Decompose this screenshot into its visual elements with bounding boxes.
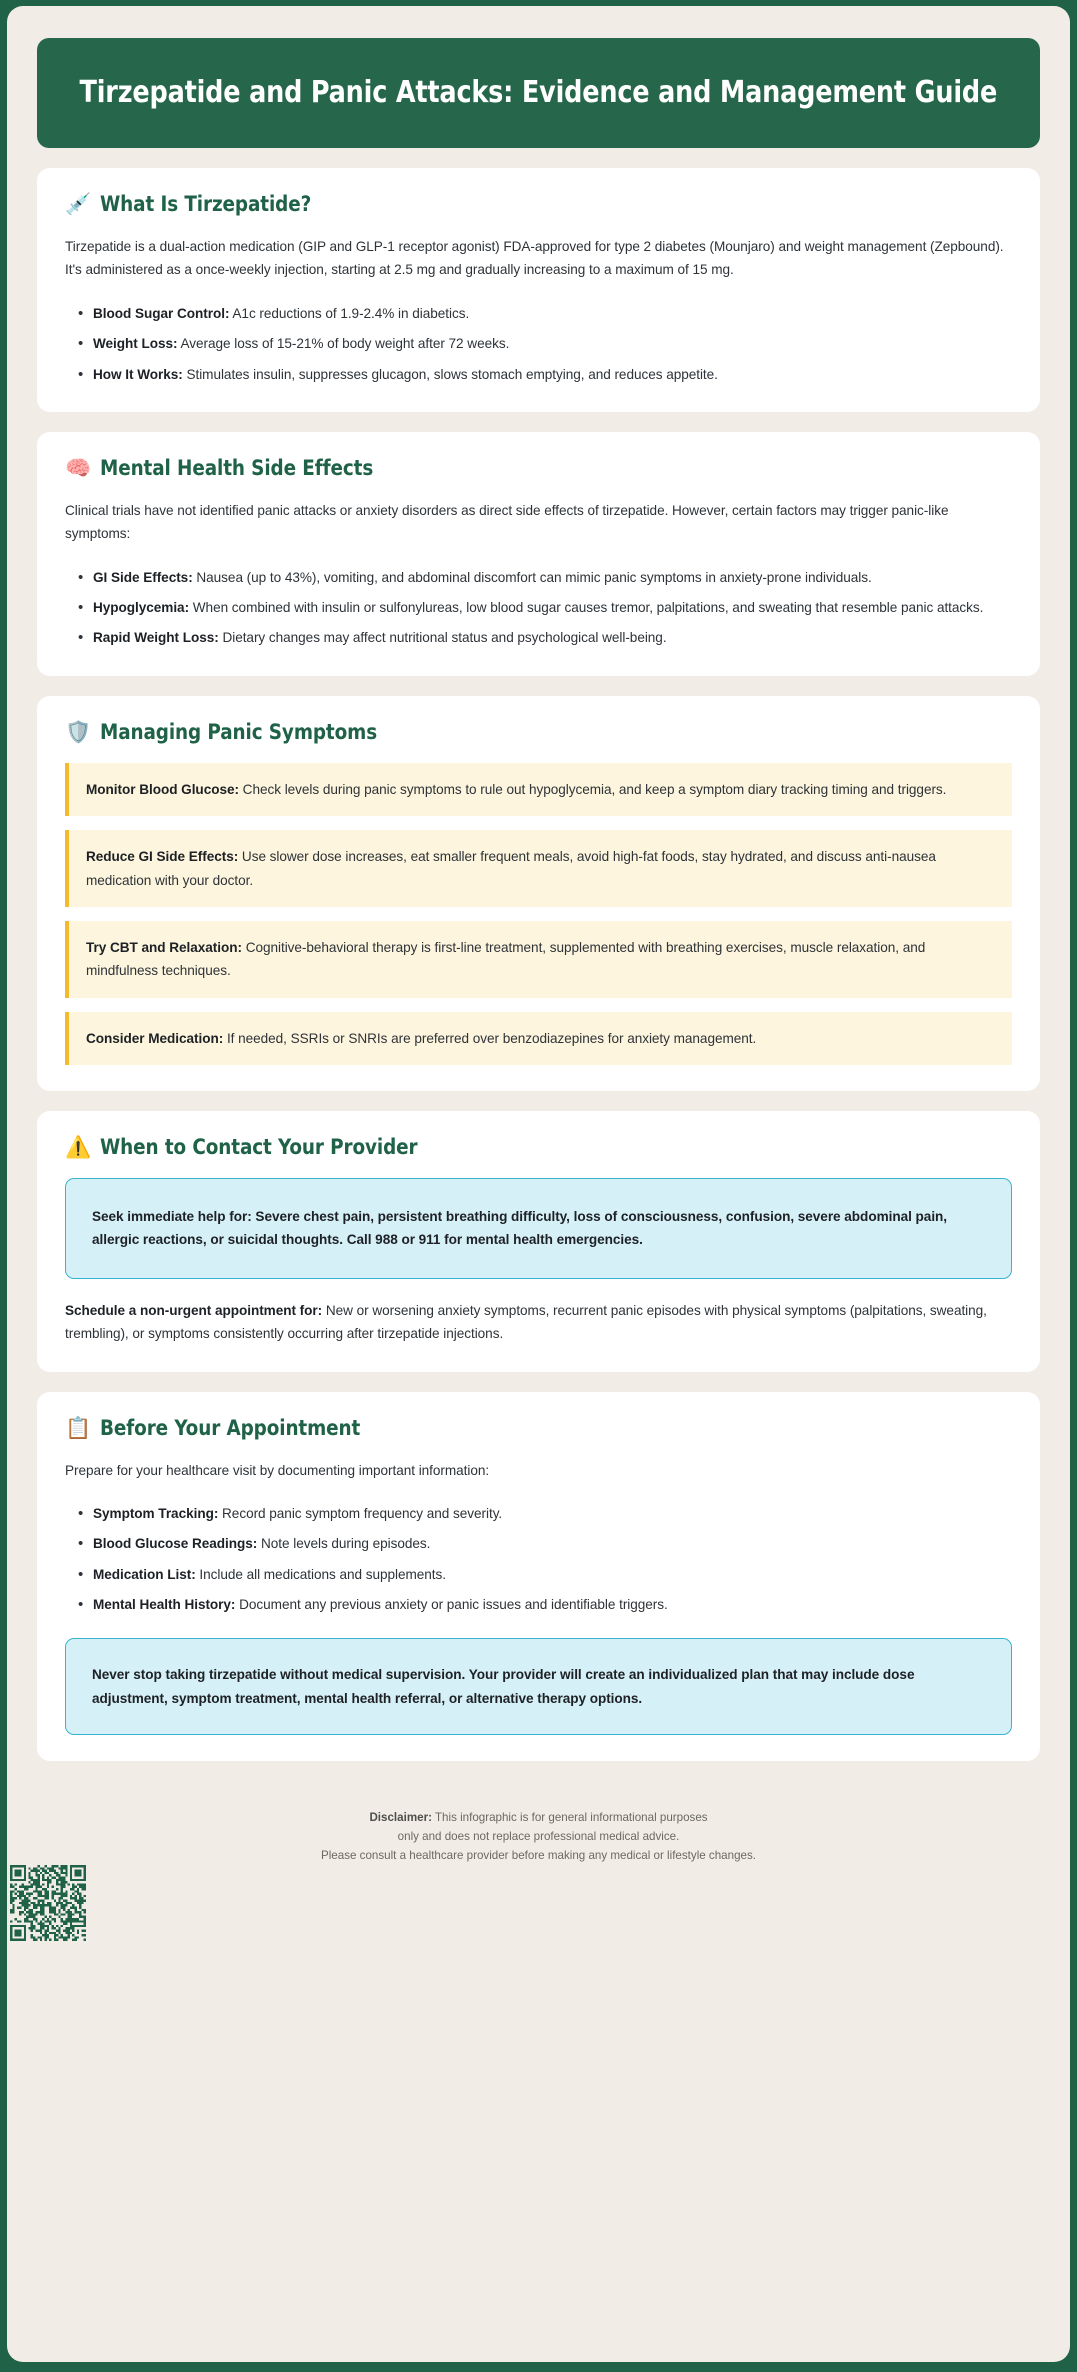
clipboard-icon: 📋 — [65, 1416, 92, 1440]
tip-box — [65, 763, 1012, 816]
list-item — [93, 1502, 1012, 1525]
list-item-text: Dietary changes may affect nutritional status and psychological well-being. — [218, 630, 667, 646]
bullet-list — [65, 1502, 1012, 1617]
tip-box — [65, 921, 1012, 998]
section-mental-health-side-effects — [37, 432, 1040, 676]
tip-box — [65, 830, 1012, 907]
footer — [7, 1787, 1070, 1949]
followup-text: New or worsening anxiety symptoms, recurrent panic episodes with physical symptoms (palpitations, sweating, trembling), or symptoms consistently occurring after tirzepatide injections. — [65, 1302, 987, 1342]
list-item-label: Mental Health History: — [93, 1597, 236, 1612]
section-when-to-contact-provider — [37, 1111, 1040, 1372]
tip-label: Consider Medication: — [86, 1030, 224, 1046]
warning-icon: ⚠️ — [65, 1136, 92, 1159]
list-item-text: Document any previous anxiety or panic issues and identifiable triggers. — [235, 1597, 668, 1612]
list-item-text: Include all medications and supplements. — [195, 1566, 447, 1582]
list-item-text: Note levels during episodes. — [257, 1536, 431, 1552]
section-title: What Is Tirzepatide? — [100, 192, 312, 217]
section-header — [65, 192, 1012, 217]
tip-text: If needed, SSRIs or SNRIs are preferred over benzodiazepines for anxiety management. — [223, 1030, 757, 1046]
list-item-text: When combined with insulin or sulfonylureas, low blood sugar causes tremor, palpitations, and sweating that resemble panic attacks. — [189, 600, 984, 615]
list-item-label: Medication List: — [93, 1566, 196, 1582]
section-title: Managing Panic Symptoms — [100, 719, 378, 745]
list-item — [93, 626, 1012, 649]
list-item — [93, 302, 1012, 325]
section-title: Before Your Appointment — [100, 1415, 361, 1441]
section-what-is-tirzepatide — [37, 168, 1040, 412]
list-item-label: Symptom Tracking: — [93, 1505, 219, 1521]
list-item-label: Blood Glucose Readings: — [93, 1536, 258, 1552]
section-header — [65, 1135, 1012, 1160]
tip-box — [65, 1012, 1012, 1065]
section-paragraph: Tirzepatide is a dual-action medication (GIP and GLP-1 receptor agonist) FDA-approved for type 2 diabetes (Mounjaro) and weight management (Zepbound). It's administered as a once-weekly injection, starting at 2.5 mg and gradually increasing to a maximum of 15 mg. — [65, 239, 1004, 278]
emergency-alert-box: Seek immediate help for: Severe chest pain, persistent breathing difficulty, loss of consciousness, confusion, severe abdominal pain, allergic reactions, or suicidal thoughts. Call 988 or 911 for mental health emergencies. — [65, 1178, 1012, 1279]
section-paragraph: Clinical trials have not identified panic attacks or anxiety disorders as direct side effects of tirzepatide. However, certain factors may trigger panic-like symptoms: — [65, 502, 949, 542]
tip-text: Cognitive-behavioral therapy is first-line treatment, supplemented with breathing exercises, muscle relaxation, and mindfulness techniques. — [86, 939, 926, 979]
list-item-label: Rapid Weight Loss: — [93, 630, 219, 646]
list-item — [93, 596, 1012, 619]
section-header — [65, 1416, 1012, 1441]
section-title: Mental Health Side Effects — [100, 455, 374, 481]
list-item — [93, 363, 1012, 386]
list-item-label: GI Side Effects: — [93, 569, 193, 585]
tip-text: Use slower dose increases, eat smaller frequent meals, avoid high-fat foods, stay hydrated, and discuss anti-nausea medication with your doctor. — [86, 849, 936, 888]
disclaimer-label: Disclaimer: — [369, 1811, 432, 1825]
disclaimer-line-3: Please consult a healthcare provider before making any medical or lifestyle changes. — [320, 1848, 756, 1862]
disclaimer-line-2: only and does not replace professional medical advice. — [397, 1829, 680, 1843]
bullet-list — [65, 566, 1012, 650]
list-item-text: A1c reductions of 1.9-2.4% in diabetics. — [229, 305, 470, 321]
list-item-text: Nausea (up to 43%), vomiting, and abdominal discomfort can mimic panic symptoms in anxiety-prone individuals. — [192, 569, 872, 585]
list-item — [93, 332, 1012, 355]
shield-icon: 🛡️ — [65, 720, 92, 744]
list-item — [93, 1532, 1012, 1555]
disclaimer-line-1: This infographic is for general informational purposes — [431, 1811, 708, 1825]
list-item-label: How It Works: — [93, 366, 183, 382]
header-banner — [37, 38, 1040, 148]
never-stop-alert-box: Never stop taking tirzepatide without medical supervision. Your provider will create an individualized plan that may include dose adjustment, symptom treatment, mental health referral, or alternative therapy options. — [65, 1638, 1012, 1735]
page-title: Tirzepatide and Panic Attacks: Evidence and Management Guide — [79, 75, 998, 110]
section-header — [65, 456, 1012, 481]
section-before-your-appointment — [37, 1392, 1040, 1762]
tip-label: Try CBT and Relaxation: — [86, 939, 242, 955]
infographic-page — [7, 6, 1070, 2362]
followup-note — [65, 1299, 1012, 1346]
bullet-list — [65, 302, 1012, 386]
tip-label: Reduce GI Side Effects: — [86, 849, 239, 865]
section-managing-panic-symptoms — [37, 696, 1040, 1091]
section-paragraph: Prepare for your healthcare visit by documenting important information: — [65, 1462, 490, 1478]
list-item — [93, 1593, 1012, 1616]
disclaimer-text — [219, 1809, 859, 1865]
list-item — [93, 566, 1012, 589]
list-item-label: Blood Sugar Control: — [93, 305, 230, 321]
list-item-text: Record panic symptom frequency and severity. — [218, 1505, 503, 1521]
list-item-text: Stimulates insulin, suppresses glucagon, slows stomach emptying, and reduces appetite. — [182, 366, 718, 382]
list-item-label: Hypoglycemia: — [93, 600, 190, 615]
syringe-icon: 💉 — [65, 193, 92, 216]
followup-label: Schedule a non-urgent appointment for: — [65, 1302, 323, 1318]
list-item — [93, 1563, 1012, 1586]
tip-text: Check levels during panic symptoms to rule out hypoglycemia, and keep a symptom diary tracking timing and triggers. — [238, 781, 947, 797]
list-item-text: Average loss of 15-21% of body weight after 72 weeks. — [177, 336, 510, 352]
qr-code — [10, 1865, 86, 1941]
section-title: When to Contact Your Provider — [100, 1135, 418, 1160]
list-item-label: Weight Loss: — [93, 336, 178, 352]
brain-icon: 🧠 — [65, 456, 92, 480]
tip-label: Monitor Blood Glucose: — [86, 781, 239, 797]
section-header — [65, 720, 1012, 745]
